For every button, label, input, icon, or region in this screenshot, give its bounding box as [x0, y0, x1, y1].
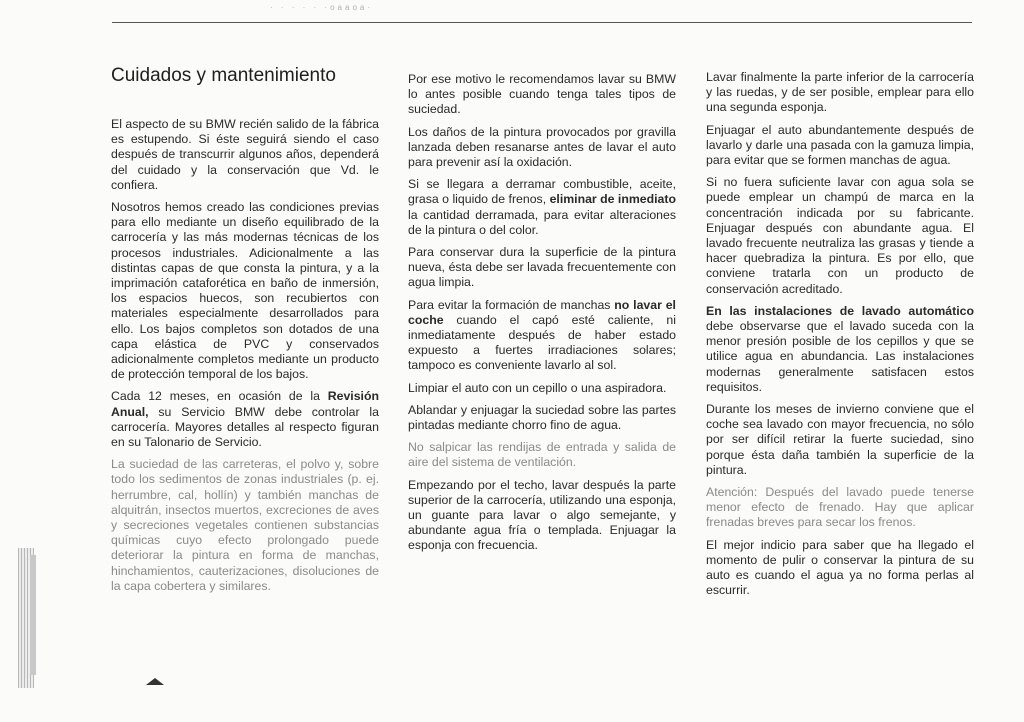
text-run: debe observarse que el lavado suceda con la menor presión posible de los cepillos y que se utilice agua en abundancia. Las instalaciones modernas generalmente satisfacen estos requisitos. [706, 319, 974, 394]
column-1 [111, 65, 379, 601]
col3-paragraph-1: Lavar finalmente la parte inferior de la carrocería y las ruedas, y de ser posible, emplear para ello una segunda esponja. [706, 70, 974, 115]
col3-paragraph-7: El mejor indicio para saber que ha llegado el momento de pulir o conservar la pintura de su auto es cuando el agua ya no forma perlas al escurrir. [706, 537, 974, 598]
bold-run: En las instalaciones de lavado automático [706, 303, 974, 318]
bold-run: no lavar el coche [408, 297, 676, 327]
col2-paragraph-4: Para conservar dura la superficie de la pintura nueva, ésta debe ser lavada frecuentemente con agua limpia. [408, 245, 676, 290]
col2-paragraph-9: Empezando por el techo, lavar después la parte superior de la carrocería, utilizando una esponja, un guante para lavar o algo semejante, y abundante agua fría o templada. Enjuagar la esponja con frecuencia. [408, 477, 676, 553]
col3-paragraph-2: Enjuagar el auto abundantemente después de lavarlo y darle una pasada con la gamuza limpia, para evitar que se formen manchas de agua. [706, 122, 974, 168]
text-run: la cantidad derramada, para evitar alteraciones de la pintura o del color. [408, 207, 676, 237]
column-2 [408, 72, 676, 561]
col3-paragraph-5: Durante los meses de invierno conviene que el coche sea lavado con mayor frecuencia, no sólo por ser difícil retirar la fuerte suciedad, sino porque ésta daña también la superficie de la pintura. [706, 402, 974, 477]
col1-paragraph-3 [111, 389, 379, 450]
bottom-mark-icon [146, 678, 164, 685]
text-run: cuando el capó esté caliente, ni inmediatamente después de haber estado expuesto a fuertes irradiaciones solares; tampoco es conveniente lavarlo al sol. [408, 312, 676, 373]
text-run: Para evitar la formación de manchas [408, 297, 615, 312]
column-3 [706, 70, 974, 606]
col2-paragraph-7: Ablandar y enjuagar la suciedad sobre las partes pintadas mediante chorro fino de agua. [408, 402, 676, 433]
bold-run: eliminar de inmediato [549, 192, 676, 207]
col2-paragraph-6: Limpiar el auto con un cepillo o una aspiradora. [408, 380, 667, 395]
bold-run: Revisión Anual, [111, 389, 379, 419]
col2-paragraph-3 [408, 177, 676, 238]
col2-paragraph-8: No salpicar las rendijas de entrada y salida de aire del sistema de ventilación. [408, 440, 676, 470]
text-run: Cada 12 meses, en ocasión de la [111, 389, 328, 404]
top-rule [112, 22, 972, 23]
col2-paragraph-1: Por ese motivo le recomendamos lavar su BMW lo antes posible cuando tenga tales tipos de suciedad. [408, 72, 676, 117]
col1-paragraph-2: Nosotros hemos creado las condiciones previas para ello mediante un diseño equilibrado de la carrocería y las más modernas técnicas de los procesos industriales. Adicionalmente a las distintas capas de que consta la pintura, y a la imprimación cataforética en baño de inmersión, los espacios huecos, son recubiertos con materiales especialmente desarrollados para ello. Los bajos completos son dotados de una capa elástica de PVC y conservados adicionalmente completos mediante un producto de protección temporal de los bajos. [111, 200, 379, 382]
col2-paragraph-5 [408, 298, 676, 374]
page-title: Cuidados y mantenimiento [111, 65, 336, 86]
col3-paragraph-6: Atención: Después del lavado puede tenerse menor efecto de frenado. Hay que aplicar frenadas breves para secar los frenos. [706, 485, 974, 530]
col1-paragraph-1: El aspecto de su BMW recién salido de la fábrica es estupendo. Si éste seguirá siendo el caso después de transcurrir algunos años, dependerá del cuidado y la conservación que Vd. le confiera. [111, 117, 379, 192]
col2-paragraph-2: Los daños de la pintura provocados por gravilla lanzada deben resanarse antes de lavar el auto para prevenir así la oxidación. [408, 124, 676, 170]
col3-paragraph-4 [706, 304, 974, 395]
scan-artifact-shadow [30, 555, 36, 675]
col1-paragraph-4: La suciedad de las carreteras, el polvo y, sobre todo los sedimentos de zonas industriales (p. ej. herrumbre, cal, hollín) y también manchas de alquitrán, insectos muertos, excreciones de aves y secreciones vegetales contienen substancias químicas cuyo efecto prolongado puede deteriorar la pintura en forma de manchas, hinchamientos, cauterizaciones, disoluciones de la capa cobertera y similares. [111, 457, 379, 593]
text-run: Si se llegara a derramar combustible, aceite, grasa o liquido de frenos, [408, 177, 676, 207]
header-fragment: · · · · · ·oaaoa· [270, 3, 374, 12]
col3-paragraph-3: Si no fuera suficiente lavar con agua sola se puede emplear un champú de marca en la concentración indicada por su fabricante. Enjuagar después con abundante agua. El lavado frecuente neutraliza las grasas y tiende a hacer quebradiza la pintura. Es por ello, que conviene tratarla con un producto de conservación acreditado. [706, 175, 974, 296]
text-run: su Servicio BMW debe controlar la carrocería. Mayores detalles al respecto figuran en su Talonario de Servicio. [111, 404, 379, 450]
